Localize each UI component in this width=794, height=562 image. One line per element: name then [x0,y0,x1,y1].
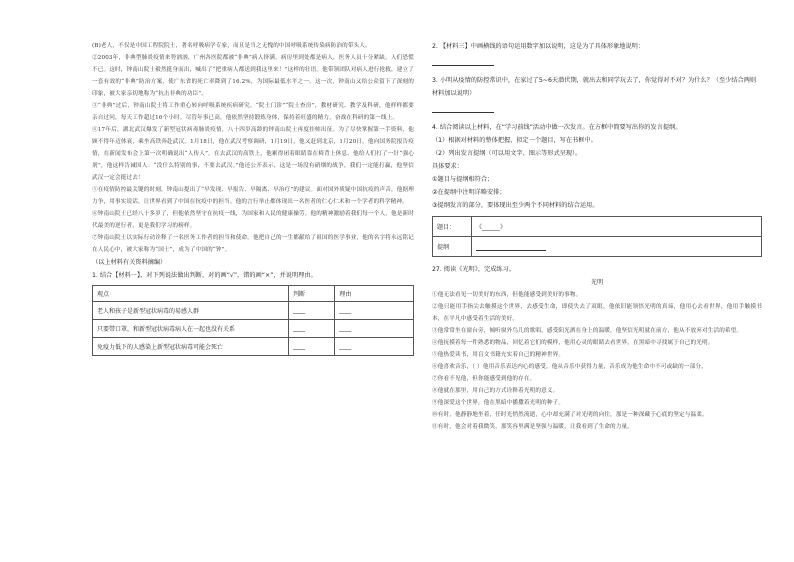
question-3: 3. 小明从疫情的防控常识中，在家过了5~6天潜伏期，就出去和同学玩去了，你觉得对不对？为什么？（至少结合两则材料加以说明） [432,77,757,97]
question-2: 2. 【材料三】中画横线的语句运用数字加以说明，这是为了具体形象地说明： [432,43,645,50]
reading-paragraph: ⑨他深爱这个世界，他在黑暗中播撒着光明的种子。 [432,400,565,406]
paragraph-6: ⑥钟南山院士已经八十多岁了，但他依然坚守在抗疫一线，为国家和人民的健康操劳。他的精神激励着我们每一个人，他是新时代最美的逆行者，更是我们学习的榜样。 [92,211,414,229]
paragraph-1: (B)老人，不仅是中国工程院院士，著名呼吸病学专家，而且是当之无愧的中国呼吸系统传染病防治的带头人。 [92,43,371,49]
reading-paragraph: ③他常常坐在窗台旁，倾听窗外鸟儿的歌唱，感受阳光洒在身上的温暖，他坚信光明就在前方，他从不放弃对生活的希望。 [432,328,743,334]
judgement-table [92,285,414,356]
title-row [433,217,762,237]
table-cell-viewpoint: 免疫力低下的人感染上新型冠状病毒可能会死亡 [93,338,289,356]
table-cell-reason[interactable]: ____ [335,320,414,338]
outline-underline [476,243,546,251]
table-cell-judgement[interactable]: ____ [289,302,335,320]
speech-outline-table [432,216,762,257]
question-4-intro: 4. 结合阅读以上材料，在“学习前线”活动中做一次发言。在方框中简要写出你的发言提纲。 [432,124,682,131]
outline-row [433,237,762,257]
table-cell-viewpoint: 老人和孩子是新型冠状病毒的易感人群 [93,302,289,320]
table-header-row [93,286,414,302]
requirements-title: 具体要求： [432,163,463,170]
question-27: 27. 阅读《光明》，完成练习。 [432,266,515,273]
reading-paragraph: ④他抚摸着每一件熟悉的物品，回忆着它们的模样，他用心灵的眼睛去看世界，在黑暗中寻找属于自己的光明。 [432,340,714,346]
table-cell-judgement[interactable]: ____ [289,338,335,356]
paragraph-4: ④17年后，湖北武汉爆发了新型冠状病毒肺炎疫情，八十四岁高龄的钟南山院士再度挂帅出征。为了尽快掌握第一手资料，他顾不得年迈体衰，乘坐高铁奔赴武汉。1月18日，他在武汉考察调研，1月19日，他又赶到北京，1月20日，他向国务院报告疫情，在新闻发布会上第一次明确说出“人传人”。在去武汉的高铁上，他累得闭着眼睛靠在椅背上休息。他给人们打了一针“强心剂”，他这样告诫国人：“没什么特别的事，不要去武汉。”他还公开表示，这是一场没有硝烟的战争，我们一定能打赢，他坚信武汉一定会挺过去！ [92,127,414,181]
right-column [432,40,762,433]
reading-paragraph: ⑤他热爱读书，用盲文书籍充实着自己的精神世界。 [432,352,565,358]
table-cell-judgement[interactable]: ____ [289,320,335,338]
paragraph-3: ③“非典”过后，钟南山院士将工作重心转向呼吸系统疾病研究。“院士门诊”“院士查房”，教材研究、教学及科研，他样样都要亲自过问，每天工作超过16个小时。尽管年事已高，他依然坚持锻炼身体，保持着旺盛的精力，奋战在科研的第一线上。 [92,103,414,121]
table-row [93,320,414,338]
requirement-item: ②在提纲中注明详略安排； [432,189,506,196]
reading-paragraph: ⑪有时，他会对着我微笑，那笑容里满是坚强与温暖，让我看到了生命的力量。 [432,424,634,430]
table-header-viewpoint: 观点 [93,286,289,302]
requirement-item: ①题目与提纲相符合； [432,176,494,183]
title-label: 题目： [433,217,472,237]
reading-paragraph: ⑥他喜欢音乐，（ ）他用音乐表达内心的感受，他从音乐中获得力量，音乐成为他生命中不可或缺的一部分。 [432,364,707,370]
question-1: 1. 结合【材料一】，对下列说法做出判断，对的画“√”，错的画“×”，并说明理由。 [92,272,317,279]
reading-paragraph: ⑦你看不见他，但你能感受到他的存在。 [432,376,536,382]
title-input[interactable]: 《______》 [472,217,762,237]
question-4-req-2: （2）列出发言提纲（可以用文字、图示等形式呈现）。 [432,150,582,157]
paragraph-7: ⑦钟南山院士以实际行动诠释了一名医务工作者的担当和使命。他把自己的一生都献给了祖国的医学事业，他的名字将永远铭记在人民心中，被大家称为“国士”，成为了中国的“钟”。 [92,235,414,253]
table-row [93,338,414,356]
answer-blank-3[interactable] [432,102,494,113]
answer-blank-2[interactable] [432,55,494,66]
table-cell-reason[interactable]: ____ [335,302,414,320]
reading-paragraph: ①他无法看见一切美好的东西，但他能感受到美好的事物。 [432,292,582,298]
table-row [93,302,414,320]
reading-title-wrap [432,276,762,289]
requirement-item: ③提纲发言的部分，要体现出至少两个不同材料的结合运用。 [432,202,599,209]
outline-input[interactable] [472,237,762,257]
question-4-req-1: （1）根据对材料的整体把握，拟定一个题目，写在书框中。 [432,137,597,144]
reading-paragraph: ⑩有时，他静静地坐着，任时光悄然流逝，心中却充满了对光明的向往，那是一种深藏于心底的坚定与温柔。 [432,412,708,418]
reading-title: 光明 [590,279,604,286]
paragraph-5: ⑤在疫情防控最关键的时刻，钟南山提出了“早发现、早报告、早隔离、早治疗”的建议。面对国外质疑中国抗疫的声音，他据理力争，用事实说话，让世界看到了中国在抗疫中的担当。他的言行举止都体现出一名医者的仁心仁术和一个学者的科学精神。 [92,187,414,205]
table-cell-viewpoint: 只要带口罩，和新型冠状病毒病人在一起也没有关系 [93,320,289,338]
table-header-judgement: 判断 [289,286,335,302]
left-column [92,40,414,356]
outline-label: 提纲 [433,237,472,257]
table-cell-reason[interactable]: ____ [335,338,414,356]
table-header-reason: 理由 [335,286,414,302]
reading-paragraph: ②他只能用手指尖去触摸这个世界，去感受生命，即使失去了双眼，他依旧能领悟光明的真谛，他用心去看世界，他用手触摸书本，在平凡中感受着生活的美好。 [432,304,762,322]
source-note: （以上材料有关资料摘编） [92,259,167,266]
reading-paragraph: ⑧他就在那里，用自己的方式诠释着光明的意义。 [432,388,559,394]
paragraph-2: ②2003年，非典型肺炎疫情来势汹汹，广州各医院都被“非典”病人挤满，病房里到处都是病人，医务人员十分紧缺，人们恐慌不已。这时，钟南山院士毅然挺身而出，喊出了“把重病人都送到我这里来！”这样的壮语。他带领团队对病人进行抢救，建立了一套有效的“非典”防治方案，使广东省的死亡率降到了16.2%，为国际最低水平之一。这一次，钟南山又给公众留下了深刻的印象，被大家亲切地称为“抗击非典的功臣”。 [92,55,414,97]
